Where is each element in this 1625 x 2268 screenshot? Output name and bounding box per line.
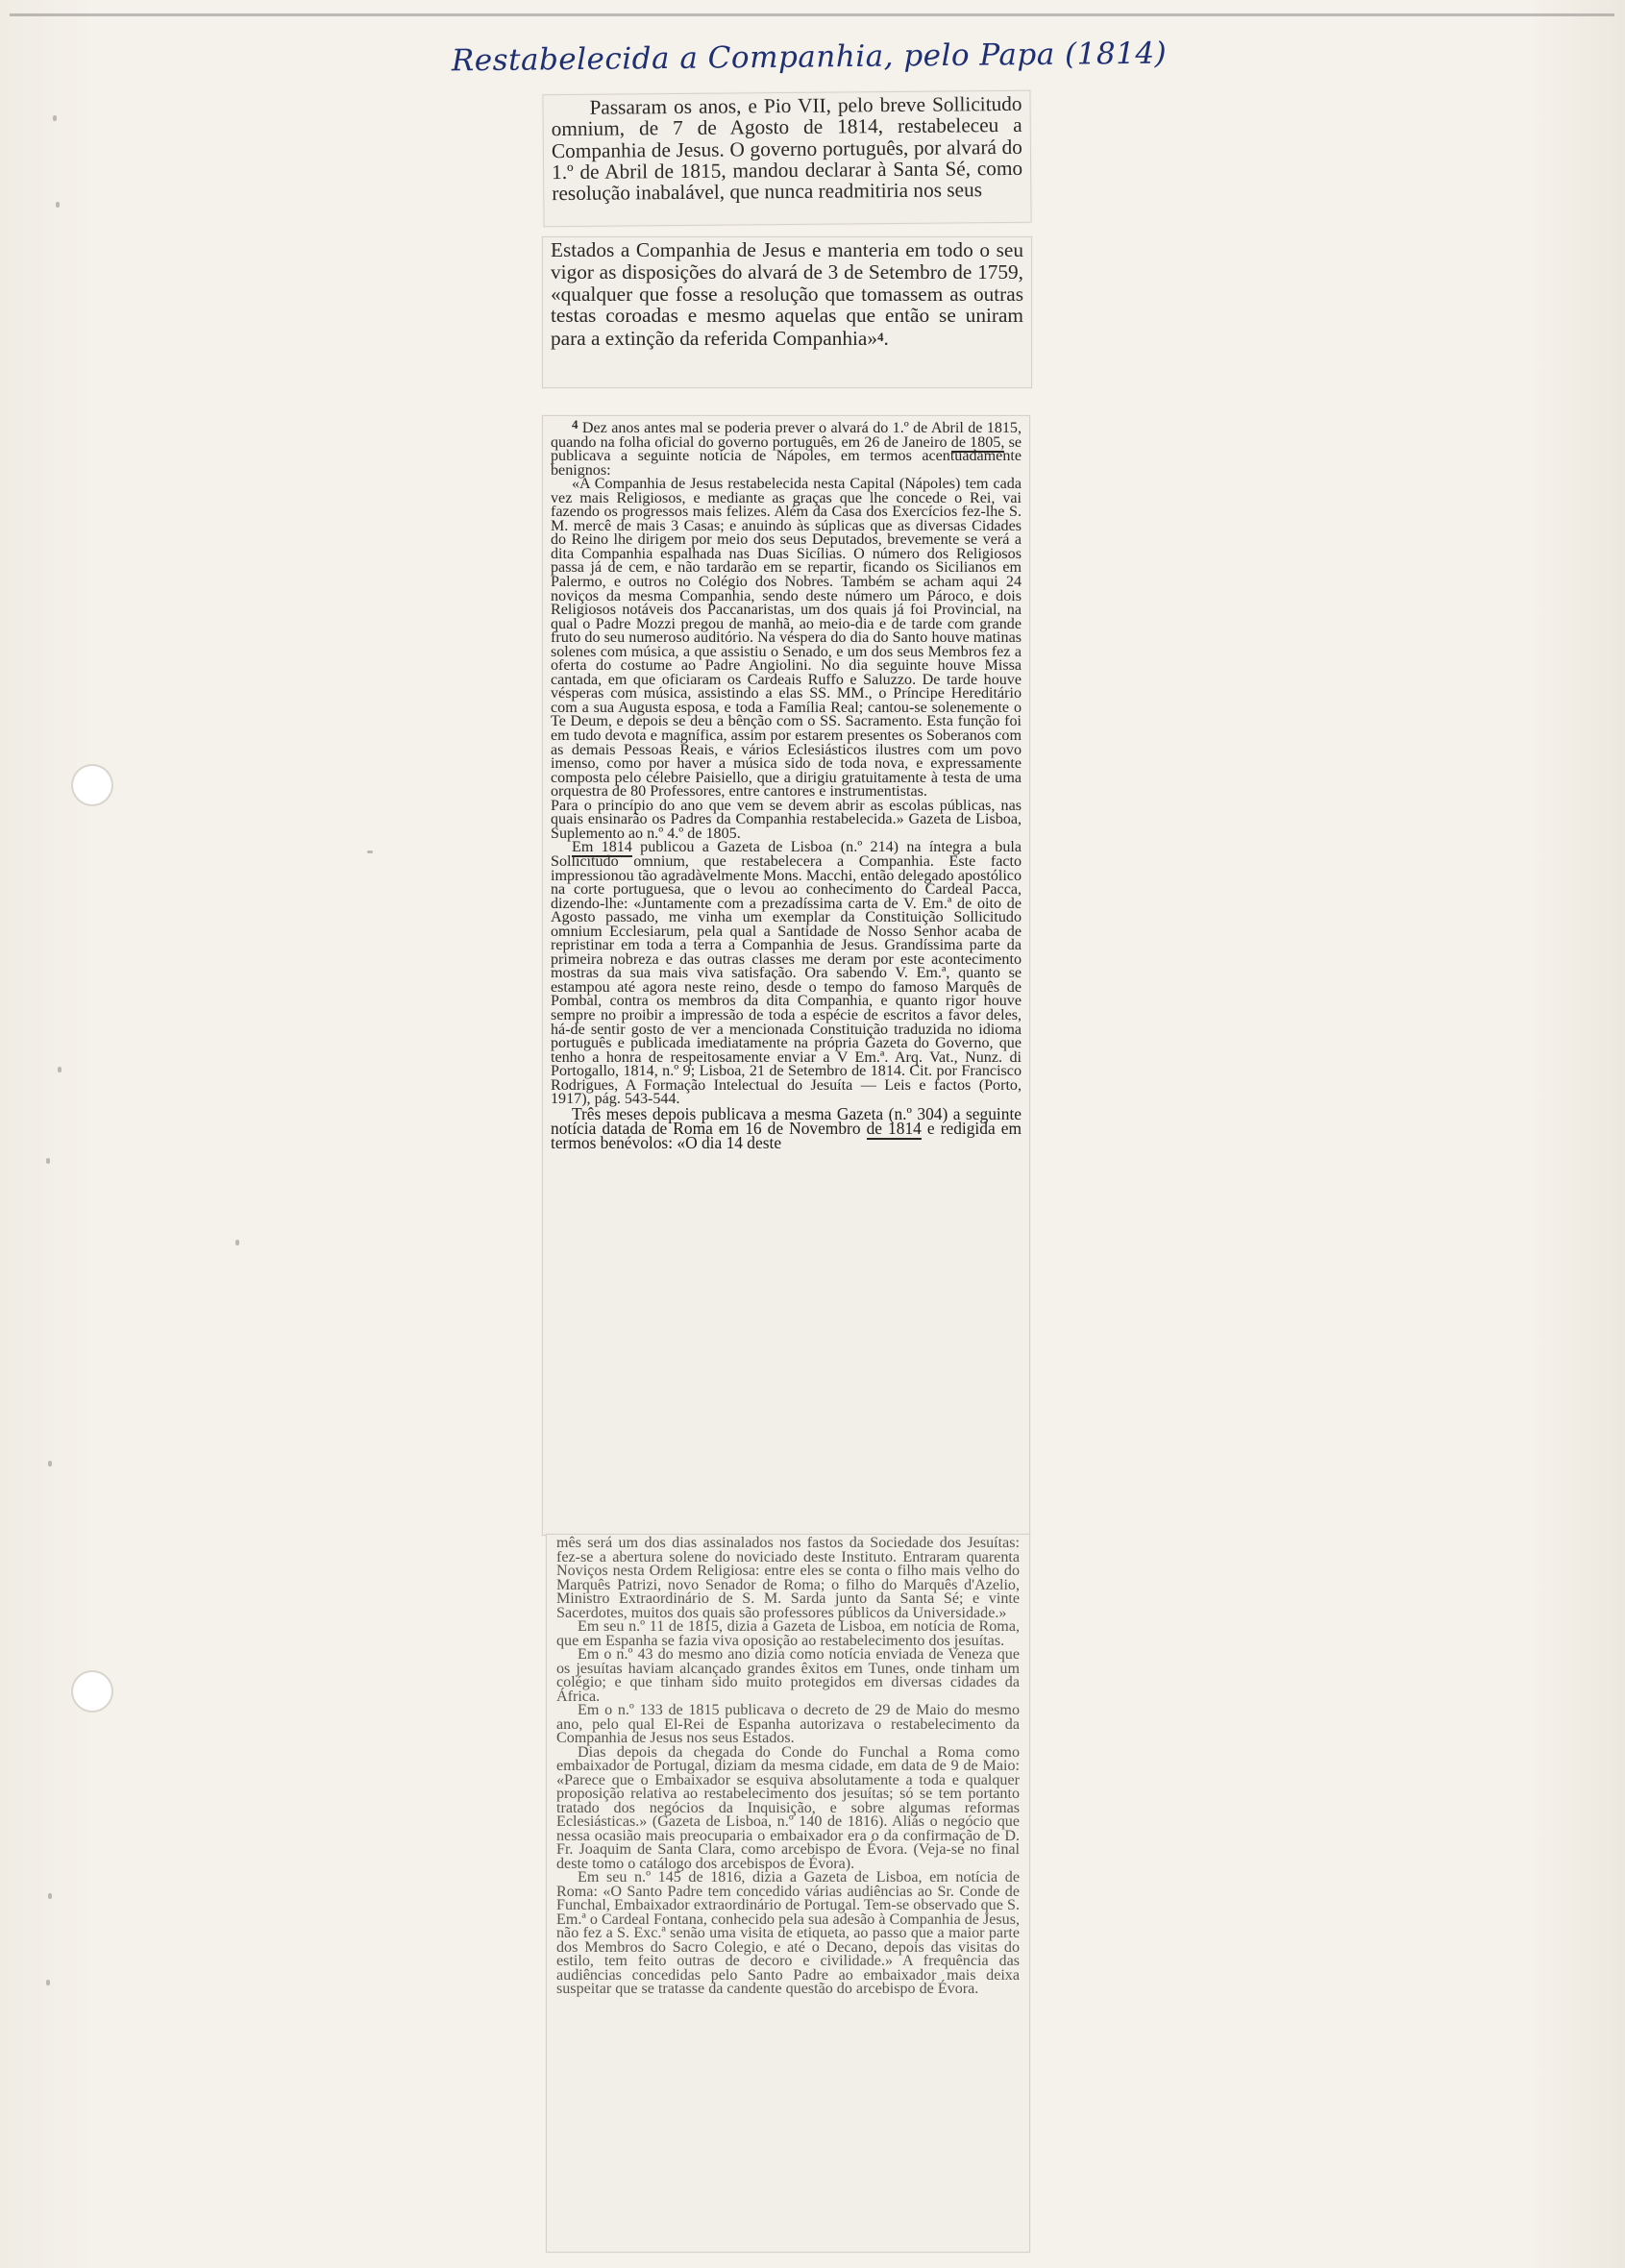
- footnote-paragraph-1: [551, 418, 1022, 478]
- paper-speck: [367, 850, 373, 853]
- footnote-p4-text: publicou a Gazeta de Lisboa (n.º 214) na íntegra a bula Sollicitudo omnium, que restabelecera a Companhia. Este facto impressionou tão agradàvelmente Mons. Macchi, então delegado apostólico na corte portuguesa, que o levou ao conhecimento do Cardeal Pacca, dizendo-lhe: «Juntamente com a prezadíssima carta de V. Em.ª de oito de Agosto passado, me vinha um exemplar da Constituição Sollicitudo omnium Ecclesiarum, pela qual a Santidade de Nosso Senhor acaba de repristinar em toda a terra a Companhia de Jesus. Grandíssima parte da primeira nobreza e das outras classes me deram por este acontecimento mostras da sua mais viva satisfação. Ora sabendo V. Em.ª, quanto se estampou até agora neste reino, desde o tempo do famoso Marquês de Pombal, contra os membros da dita Companhia, e quanto rigor houve sempre no proibir a impressão de toda a espécie de escritos a favor deles, há-de sentir gosto de ver a mencionada Constituição traduzida no idioma português e publicada imediatamente na própria Gazeta do Governo, que tenho a honra de respeitosamente enviar a V Em.ª. Arq. Vat., Nunz. di Portogallo, 1814, n.º 9; Lisboa, 21 de Setembro de 1814. Cit. por Francisco Rodrigues, A Formação Intelectual do Jesuíta — Leis e factos (Porto, 1917), pág. 543-544.: [551, 839, 1022, 1108]
- footnote-p5-text-a: Três meses depois publicava a mesma Gazeta (n.º 304) a seguinte notícia datada de Roma em 16 de Novembro: [551, 1103, 1022, 1138]
- handwritten-title: Restabelecida a Companhia, pelo Papa (1814): [451, 36, 1168, 79]
- clipping-main-text-continued: [542, 236, 1032, 388]
- continuation-paragraph-5: Dias depois da chegada do Conde do Funchal a Roma como embaixador de Portugal, diziam da mesma cidade, em data de 9 de Maio: «Parece que o Embaixador se esquiva absolutamente a toda e qualquer proposição relativa ao restabelecimento dos jesuítas; só se tem portanto tratado dos negócios da Inquisição, e sobre algumas reformas Eclesiásticas.» (Gazeta de Lisboa, n.º 140 de 1816). Aliás o negócio que nessa ocasião mais preocuparia o embaixador era o da confirmação de D. Fr. Joaquim de Santa Clara, como arcebispo de Évora. (Veja-se no final deste tomo o catálogo dos arcebispos de Évora).: [556, 1743, 1020, 1872]
- footnote-paragraph-2: «A Companhia de Jesus restabelecida nesta Capital (Nápoles) tem cada vez mais Religiosos, e mediante as graças que lhe concede o Rei, vai fazendo os progressos mais felizes. Além da Casa dos Exercícios fez-lhe S. M. mercê de mais 3 Casas; e anuindo às súplicas que as diversas Cidades do Reino lhe dirigem por meio dos seus Deputados, brevemente se verá a dita Companhia espalhada nas Duas Sicílias. O número dos Religiosos passa já de cem, e não tardarão em se repartir, ficando os Sicilianos em Palermo, e outros no Colégio dos Nobres. Também se acham aqui 24 noviços da mesma Companhia, sendo deste número um Pároco, e dois Religiosos notáveis dos Paccanaristas, um dos quais já foi Provincial, na qual o Padre Mozzi pregou de manhã, ao meio-dia e de tarde com grande fruto do seu numeroso auditório. Na véspera do dia do Santo houve matinas solenes com música, a que assistiu o Senado, e um dos seus Membros fez a oferta do costume ao Padre Angiolini. No dia seguinte houve Missa cantada, em que oficiaram os Cardeais Ruffo e Saluzzo. De tarde houve vésperas com música, assistindo a elas SS. MM., o Príncipe Hereditário com a sua Augusta esposa, e toda a Família Real; cantou-se solenemente o Te Deum, e depois se deu a bênção com o SS. Sacramento. Esta função foi em tudo devota e magnífica, assim por estarem presentes os Soberanos com as demais Pessoas Reais, e vários Eclesiásticos ilustres com um povo imenso, como por haver a música sido de toda nova, e expressamente composta pelo célebre Paisiello, que a dirigiu gratuitamente à testa de uma orquestra de 80 Professores, entre cantores e instrumentistas.: [551, 476, 1022, 801]
- continuation-paragraph-3: Em o n.º 43 do mesmo ano dizia como notícia enviada de Veneza que os jesuítas haviam alcançado grandes êxitos em Tunes, onde tinham um colégio; e que tinham sido muito protegidos em diversas cidades da África.: [556, 1646, 1020, 1705]
- continuation-paragraph-1: mês será um dos dias assinalados nos fastos da Sociedade dos Jesuítas: fez-se a abertura solene do noviciado deste Instituto. Entraram quarenta Noviços nesta Ordem Religiosa: entre eles se conta o filho mais velho do Marquês Patrizi, novo Senador de Roma; o filho do Marquês d'Azelio, Ministro Extraordinário de S. M. Sarda junto da Santa Sé; e vinte Sacerdotes, muitos dos quais são professores públicos da Universidade.»: [556, 1535, 1020, 1621]
- paper-speck: [58, 1067, 62, 1072]
- paper-speck: [48, 1461, 52, 1467]
- footnote-p1-text-a: Dez anos antes mal se poderia prever o alvará do 1.º de Abril de 1815, quando na folha oficial do governo português, em 26 de Janeiro: [551, 420, 1022, 451]
- main-paragraph-text: Estados a Companhia de Jesus e manteria em todo o seu vigor as disposições do alvará de 3 de Setembro de 1759, «qualquer que fosse a resolução que tomassem as outras testas coroadas e mesmo aquelas que então se uniram para a extinção da referida Companhia»: [551, 238, 1023, 351]
- clipping-footnote: [542, 415, 1030, 1536]
- clipping-footnote-continuation: [546, 1534, 1030, 2253]
- continuation-paragraph-4: Em o n.º 133 de 1815 publicava o decreto de 29 de Maio do mesmo ano, pelo qual El-Rei de Espanha autorizava o restabelecimento da Companhia de Jesus nos seus Estados.: [556, 1702, 1020, 1746]
- footnote-p4-underlined-year: Em 1814: [572, 839, 632, 856]
- footnote-p5-text-b: e redigida em termos benévolos: «O dia 14 deste: [551, 1118, 1022, 1152]
- footnote-reference: 4: [877, 330, 884, 345]
- footnote-paragraph-5: [551, 1103, 1022, 1152]
- footnote-p1-text-b: se publicava a seguinte notícia de Nápoles, em termos acentuadamente benignos:: [551, 433, 1022, 479]
- paper-speck: [46, 1158, 50, 1164]
- top-edge-line: [10, 13, 1614, 16]
- footnote-paragraph-3: Para o princípio do ano que vem se devem abrir as escolas públicas, nas quais ensinarão os Padres da Companhia restabelecida.» Gazeta de Lisboa, Suplemento ao n.º 4.º de 1805.: [551, 797, 1022, 842]
- footnote-p1-underlined-date: de 1805,: [950, 433, 1005, 451]
- main-paragraph-part2: [551, 239, 1023, 350]
- binder-hole-top: [71, 764, 113, 806]
- paper-speck: [56, 202, 60, 208]
- main-paragraph-part1: Passaram os anos, e Pio VII, pelo breve Sollicitudo omnium, de 7 de Agosto de 1814, restabeleceu a Companhia de Jesus. O governo português, por alvará do 1.º de Abril de 1815, mandou declarar à Santa Sé, como resolução inabalável, que nunca readmitiria nos seus: [551, 91, 1023, 206]
- paper-speck: [48, 1893, 52, 1899]
- paper-speck: [235, 1240, 239, 1245]
- footnote-marker: 4: [572, 417, 579, 431]
- paper-speck: [46, 1980, 50, 1985]
- clipping-main-text-top: [542, 90, 1031, 227]
- binder-hole-bottom: [71, 1670, 113, 1713]
- main-paragraph-end: .: [883, 327, 889, 351]
- continuation-paragraph-2: Em seu n.º 11 de 1815, dizia a Gazeta de Lisboa, em notícia de Roma, que em Espanha se fazia viva oposição ao restabelecimento dos jesuítas.: [556, 1618, 1020, 1649]
- continuation-paragraph-6: Em seu n.º 145 de 1816, dizia a Gazeta de Lisboa, em notícia de Roma: «O Santo Padre tem concedido várias audiências ao Sr. Conde de Funchal, Embaixador extraordinário de Portugal. Tem-se observado que S. Em.ª o Cardeal Fontana, conhecido pela sua adesão à Companhia de Jesus, não fez a S. Exc.ª senão uma visita de etiqueta, ao passo que a maior parte dos Membros do Sacro Colegio, e até o Decano, depois das visitas do estilo, tem feito outras de decoro e civilidade.» A frequência das audiências concedidas pelo Santo Padre ao embaixador mais deixa suspeitar que se tratasse da candente questão do arcebispo de Évora.: [556, 1869, 1020, 1997]
- footnote-p5-underlined-year: de 1814: [866, 1118, 922, 1138]
- footnote-paragraph-4: [551, 841, 1022, 1106]
- paper-speck: [53, 115, 57, 121]
